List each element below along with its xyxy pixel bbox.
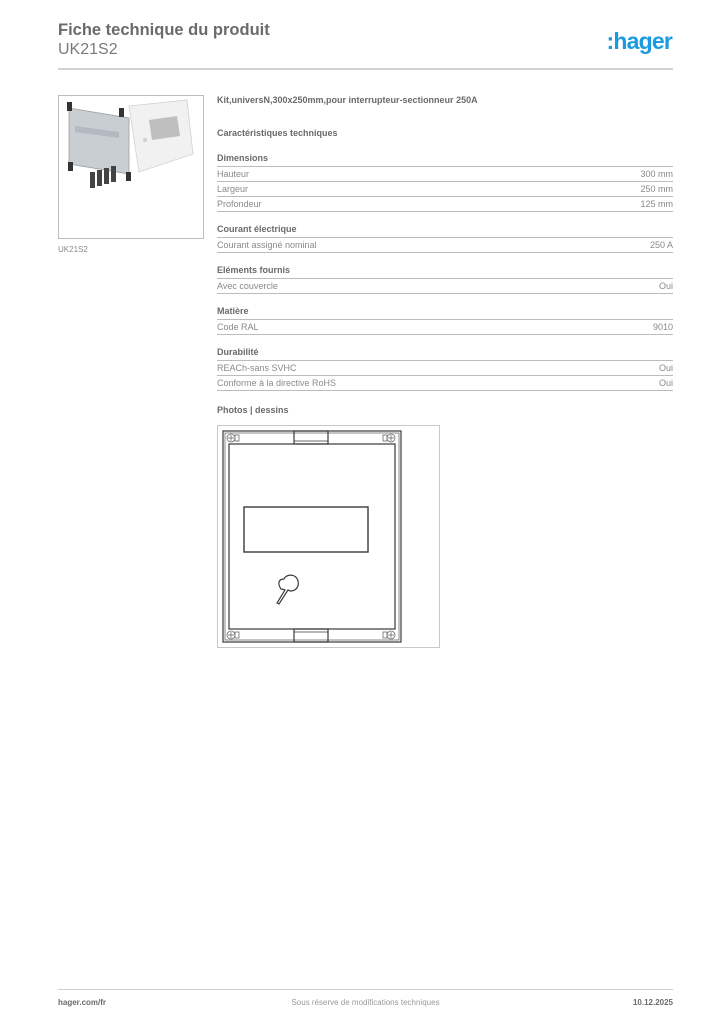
enclosure-drawing-image: [218, 426, 439, 647]
group-title: Matière: [217, 305, 673, 320]
spec-row: [217, 376, 673, 391]
spec-row: [217, 167, 673, 182]
footer-date: 10.12.2025: [632, 998, 673, 1007]
spec-value: 250 mm: [640, 184, 673, 194]
spec-label: Profondeur: [217, 199, 262, 209]
spec-value: 9010: [652, 322, 673, 332]
product-photo: [58, 95, 204, 239]
spec-label: Courant assigné nominal: [217, 240, 317, 250]
spec-value: Oui: [658, 378, 673, 388]
spec-row: [217, 182, 673, 197]
spec-label: Hauteur: [217, 169, 250, 179]
product-kit-image: [59, 96, 203, 238]
photos-heading: Photos | dessins: [217, 405, 289, 415]
spec-label: Code RAL: [217, 322, 259, 332]
document-title: Fiche technique du produit: [58, 21, 270, 39]
footer-divider: [58, 989, 673, 990]
document-header: [58, 21, 270, 59]
spec-panel: [217, 95, 673, 402]
spec-group-current: [217, 223, 673, 253]
product-description: Kit,universN,300x250mm,pour interrupteur-sectionneur 250A: [217, 95, 478, 105]
spec-value: 300 mm: [640, 169, 673, 179]
spec-value: 250 A: [649, 240, 673, 250]
header-divider: [58, 68, 673, 70]
spec-value: Oui: [658, 363, 673, 373]
group-title: Eléments fournis: [217, 264, 673, 279]
product-reference: UK21S2: [58, 41, 118, 58]
spec-label: Avec couvercle: [217, 281, 278, 291]
spec-group-supplied: [217, 264, 673, 294]
spec-value: 125 mm: [640, 199, 673, 209]
spec-group-material: [217, 305, 673, 335]
spec-group-sustainability: [217, 346, 673, 391]
footer-website-link[interactable]: hager.com/fr: [58, 998, 107, 1007]
spec-row: [217, 197, 673, 212]
spec-row: [217, 238, 673, 253]
spec-row: [217, 320, 673, 335]
spec-group-dimensions: [217, 152, 673, 212]
group-title: Courant électrique: [217, 223, 673, 238]
specs-heading: Caractéristiques techniques: [217, 128, 338, 138]
footer-disclaimer: Sous réserve de modifications techniques: [291, 998, 440, 1007]
spec-label: Largeur: [217, 184, 249, 194]
spec-label: Conforme à la directive RoHS: [217, 378, 337, 388]
spec-value: Oui: [658, 281, 673, 291]
group-title: Dimensions: [217, 152, 673, 167]
technical-drawing: [217, 425, 440, 648]
spec-label: REACh-sans SVHC: [217, 363, 297, 373]
hager-logo: :hager: [606, 28, 672, 54]
spec-row: [217, 279, 673, 294]
spec-row: [217, 361, 673, 376]
photo-caption: UK21S2: [58, 245, 88, 254]
group-title: Durabilité: [217, 346, 673, 361]
